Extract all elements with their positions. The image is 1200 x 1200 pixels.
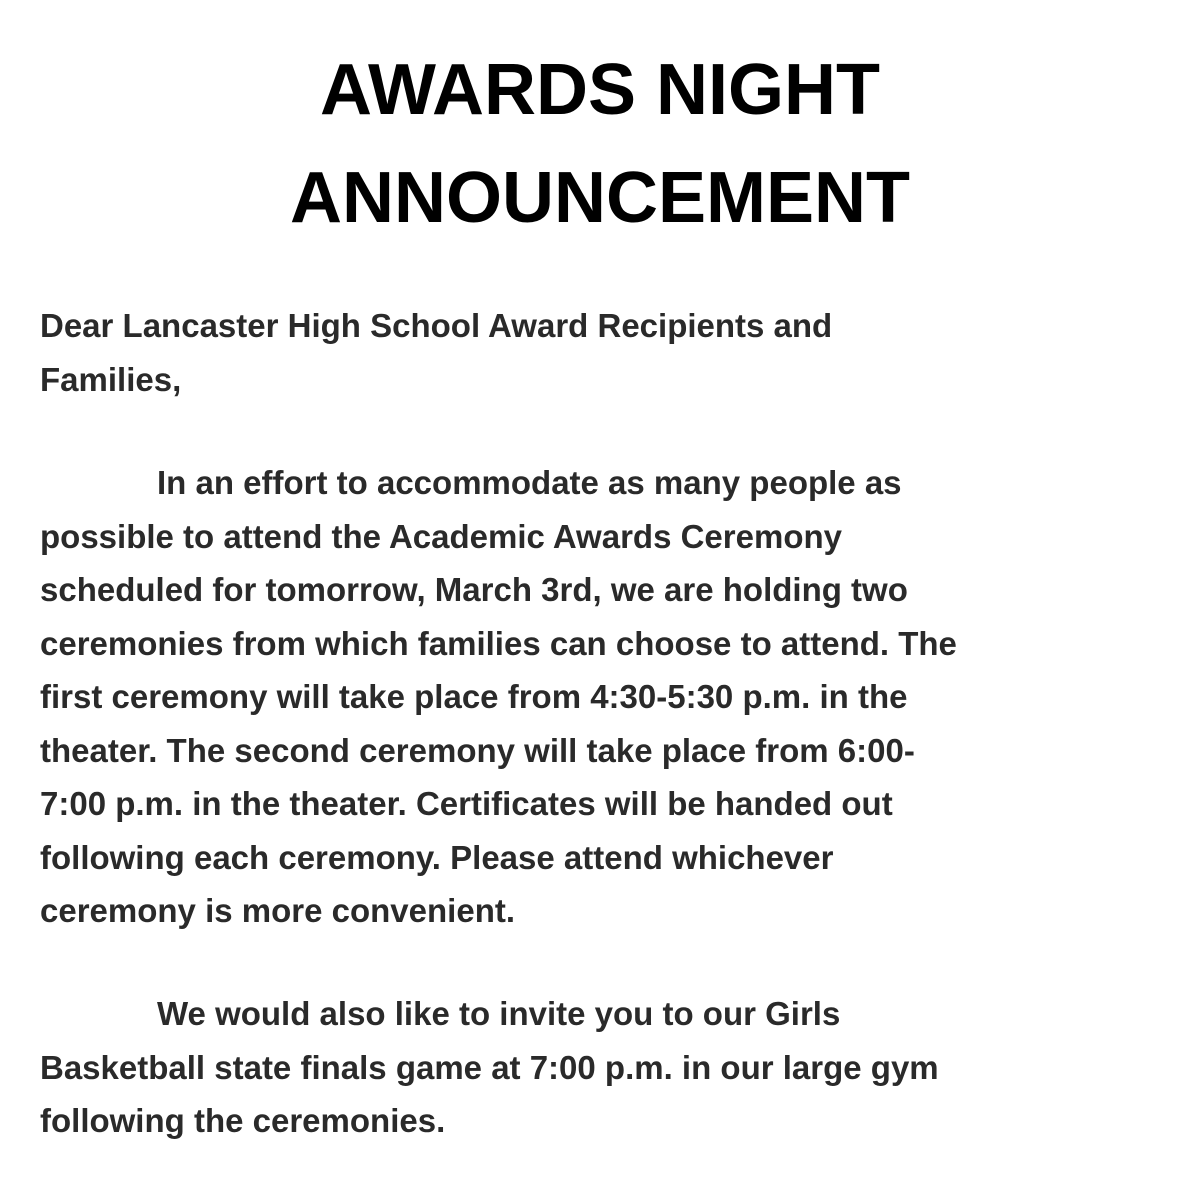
paragraph-line: following the ceremonies. [40, 1102, 446, 1139]
page-title-line-2: ANNOUNCEMENT [290, 158, 910, 238]
paragraph-line: Basketball state finals game at 7:00 p.m. in our large gym [40, 1048, 939, 1086]
ceremony-paragraph [40, 456, 1170, 938]
page-title-line-1: AWARDS NIGHT [319, 50, 880, 130]
paragraph-line: ceremonies from which families can choose to attend. The [40, 624, 957, 662]
paragraph-line: following each ceremony. Please attend whichever [40, 838, 834, 876]
paragraph-line: We would also like to invite you to our Girls [157, 995, 841, 1032]
paragraph-line: ceremony is more convenient. [40, 892, 516, 929]
salutation-line: Dear Lancaster High School Award Recipients and [40, 307, 833, 344]
salutation-line: Families, [40, 360, 182, 398]
paragraph-line: 7:00 p.m. in the theater. Certificates will be handed out [40, 785, 893, 822]
paragraph-line: In an effort to accommodate as many people as [157, 464, 902, 501]
paragraph-line: first ceremony will take place from 4:30-5:30 p.m. in the [40, 678, 908, 715]
paragraph-line: theater. The second ceremony will take place from 6:00- [40, 731, 915, 769]
basketball-invite-paragraph [40, 987, 1170, 1148]
paragraph-line: scheduled for tomorrow, March 3rd, we are holding two [40, 571, 908, 608]
paragraph-line: possible to attend the Academic Awards Ceremony [40, 517, 842, 555]
salutation [40, 299, 1170, 406]
